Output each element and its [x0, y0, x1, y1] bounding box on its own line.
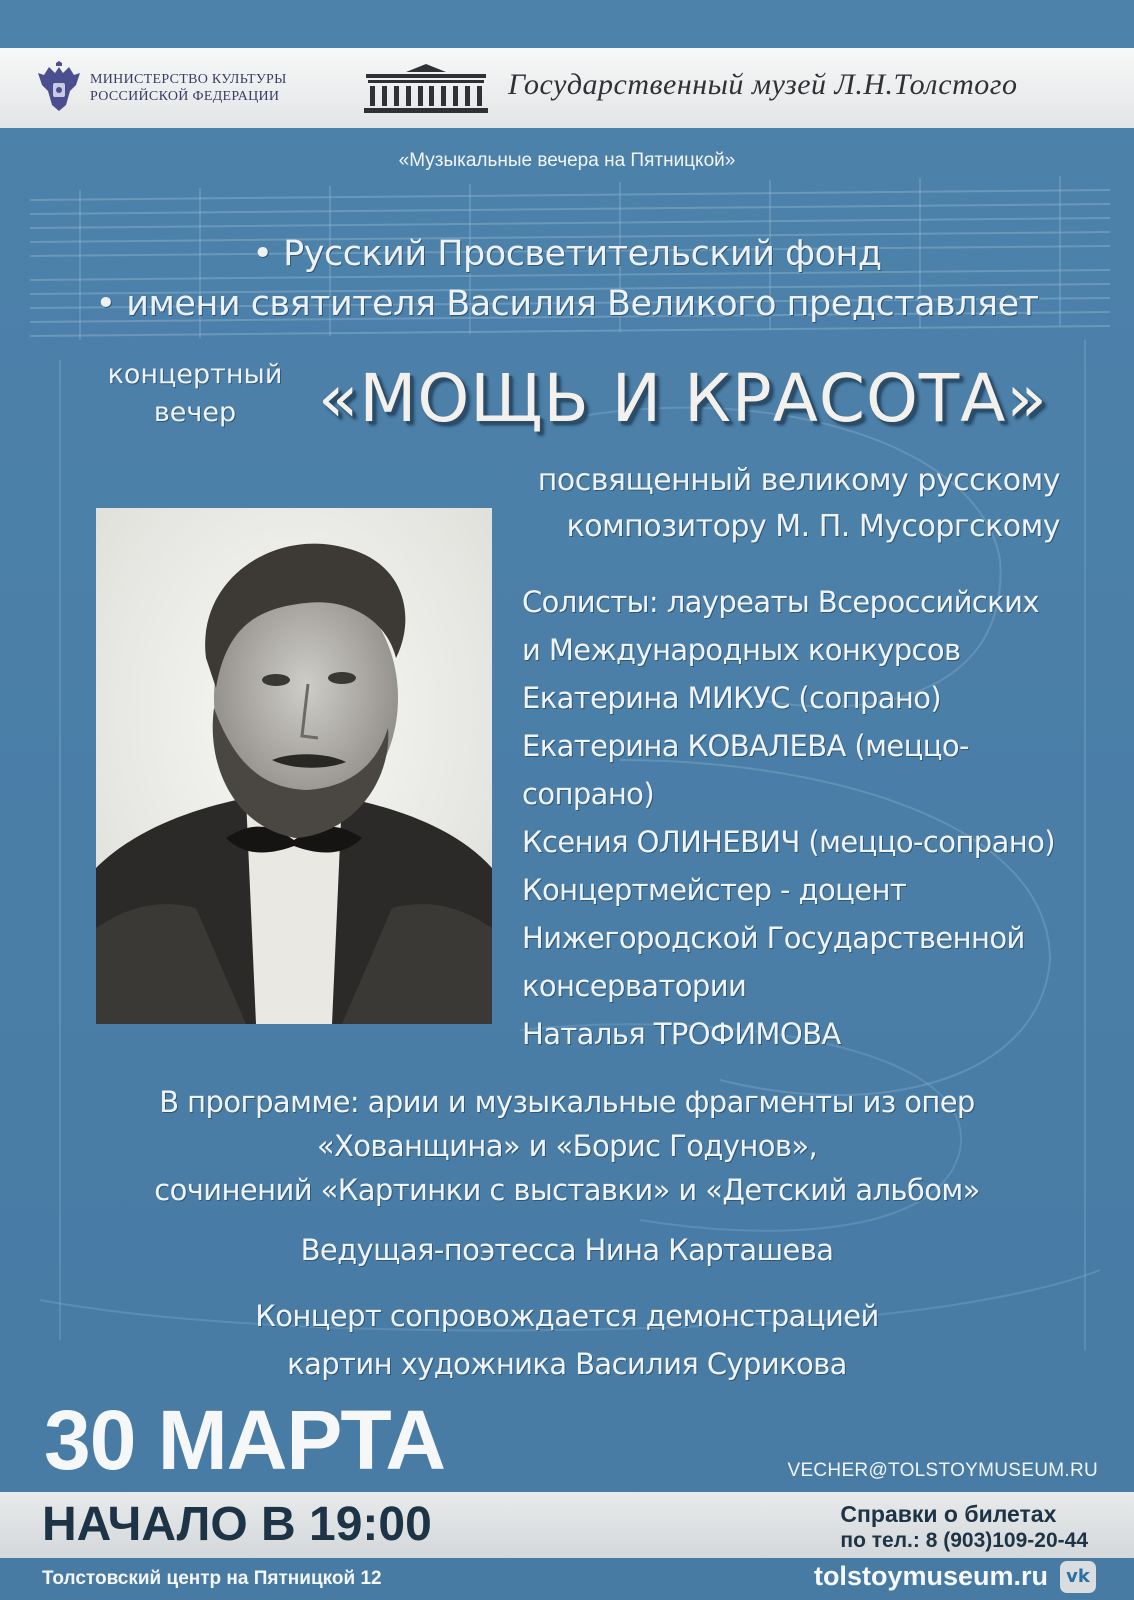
- event-dedication: [500, 458, 1060, 550]
- soloists-line: Наталья ТРОФИМОВА: [522, 1017, 841, 1051]
- soloists-line: сопрано): [522, 777, 655, 811]
- soloists-line: и Международных конкурсов: [522, 633, 961, 667]
- presenter-line-1: • Русский Просветительский фонд: [252, 234, 882, 274]
- soloists-list: [522, 578, 1062, 1058]
- dedication-line-1: посвященный великому русскому: [537, 463, 1060, 498]
- program-line: В программе: арии и музыкальные фрагменты из опер: [159, 1085, 975, 1119]
- website-link[interactable]: tolstoymuseum.ru: [813, 1561, 1048, 1591]
- ticket-info-title: Справки о билетах: [840, 1501, 1057, 1527]
- soloists-line: Нижегородской Государственной: [522, 921, 1025, 955]
- program-line: «Хованщина» и «Борис Годунов»,: [316, 1129, 818, 1163]
- contact-email[interactable]: VECHER@TOLSTOYMUSEUM.RU: [787, 1460, 1098, 1481]
- demonstration-line: Концерт сопровождается демонстрацией: [255, 1299, 879, 1333]
- ministry-line-2: РОССИЙСКОЙ ФЕДЕРАЦИИ: [90, 89, 280, 104]
- program-description: [0, 1080, 1134, 1212]
- series-title: «Музыкальные вечера на Пятницкой»: [398, 150, 736, 171]
- composer-portrait: [96, 508, 492, 1024]
- header-band: [0, 48, 1134, 128]
- soloists-line: консерватории: [522, 969, 747, 1003]
- soloists-line: Екатерина КОВАЛЕВА (меццо-: [522, 729, 969, 763]
- info-band: [0, 1492, 1134, 1558]
- event-title: «МОЩЬ И КРАСОТА»: [318, 360, 1048, 437]
- presenter-line-2: • имени святителя Василия Великого представляет: [95, 284, 1039, 324]
- portrait-image: [96, 508, 492, 1024]
- double-headed-eagle-icon: [36, 61, 82, 115]
- venue-address: Толстовский центр на Пятницкой 12: [42, 1568, 382, 1589]
- dedication-line-2: композитору М. П. Мусоргскому: [566, 509, 1060, 544]
- event-date: 30 МАРТА: [44, 1393, 446, 1487]
- soloists-line: Солисты: лауреаты Всероссийских: [522, 585, 1039, 619]
- ticket-phone[interactable]: по тел.: 8 (903)109-20-44: [840, 1529, 1088, 1552]
- program-line: сочинений «Картинки с выставки» и «Детский альбом»: [154, 1173, 980, 1207]
- host-line: Ведущая-поэтесса Нина Карташева: [300, 1233, 834, 1267]
- vk-icon[interactable]: vk: [1060, 1561, 1096, 1593]
- museum-building-icon: [362, 62, 490, 114]
- ministry-logo: [36, 58, 287, 118]
- soloists-line: Концертмейстер - доцент: [522, 873, 907, 907]
- event-type-label: [90, 356, 300, 432]
- museum-name: Государственный музей Л.Н.Толстого: [508, 68, 1018, 101]
- event-type-line-1: концертный: [107, 359, 283, 390]
- soloists-line: Екатерина МИКУС (сопрано): [522, 681, 942, 715]
- demonstration-line: картин художника Василия Сурикова: [287, 1347, 847, 1381]
- ticket-info: [840, 1500, 1088, 1554]
- demonstration-note: [0, 1292, 1134, 1388]
- ministry-line-1: МИНИСТЕРСТВО КУЛЬТУРЫ: [90, 72, 287, 87]
- event-type-line-2: вечер: [153, 397, 237, 428]
- start-time: НАЧАЛО В 19:00: [42, 1498, 432, 1551]
- soloists-line: Ксения ОЛИНЕВИЧ (меццо-сопрано): [522, 825, 1055, 859]
